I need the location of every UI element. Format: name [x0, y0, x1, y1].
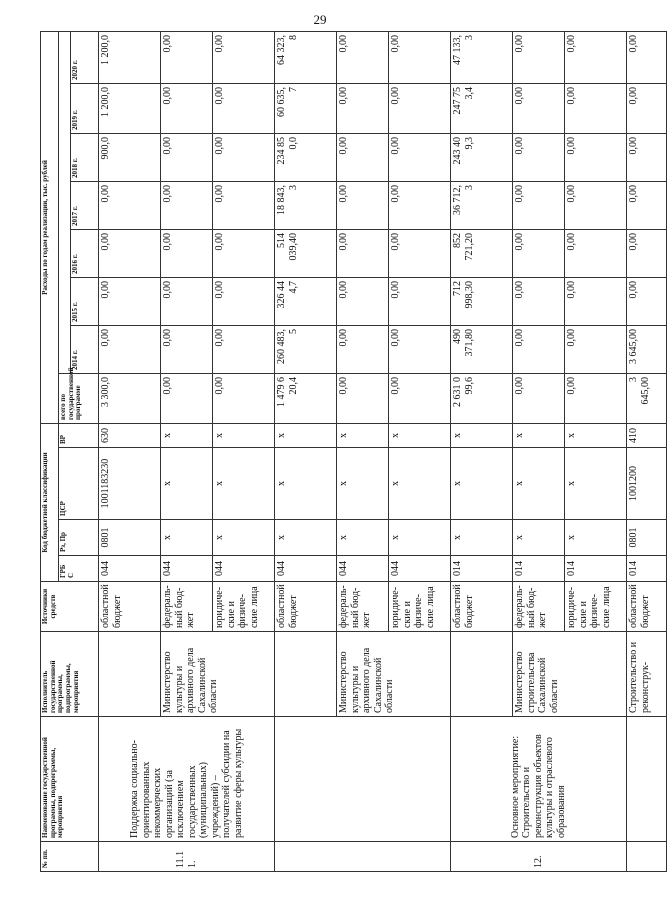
row-total: 3 645,00 [627, 373, 667, 423]
row-grbs: 044 [161, 556, 213, 582]
row-grbs: 044 [213, 556, 275, 582]
row-year-value: 0,00 [337, 325, 389, 373]
row-year-value: 0,00 [389, 83, 451, 133]
header-total: всего по государственной программе [59, 373, 99, 423]
row-year-value: 47 133, 3 [451, 31, 513, 83]
row-csr: х [451, 448, 513, 520]
row-year-value: 36 712, 3 [451, 181, 513, 229]
row-year-value: 0,00 [389, 181, 451, 229]
row-number [275, 842, 451, 872]
row-year-value: 0,00 [99, 181, 161, 229]
row-csr: 1001183230 [99, 448, 161, 520]
row-grbs: 014 [451, 556, 513, 582]
row-rzpr: 0801 [627, 520, 667, 556]
row-vr: х [513, 423, 565, 447]
row-source: юридиче-ские и физиче-ские лица [389, 582, 451, 632]
budget-table-body [99, 31, 667, 871]
row-csr: х [161, 448, 213, 520]
row-year-value: 0,00 [389, 31, 451, 83]
row-year-value: 0,00 [565, 277, 627, 325]
row-total: 0,00 [565, 373, 627, 423]
row-year-value: 0,00 [161, 133, 213, 181]
budget-table [40, 31, 667, 872]
row-year-value: 0,00 [513, 31, 565, 83]
row-year-value: 0,00 [99, 325, 161, 373]
table-row [451, 31, 513, 871]
row-year-value: 326 44 4,7 [275, 277, 337, 325]
row-year-value: 18 843, 3 [275, 181, 337, 229]
row-total: 2 631 0 99,6 [451, 373, 513, 423]
row-year-value: 234 85 0,0 [275, 133, 337, 181]
row-year-value: 0,00 [565, 181, 627, 229]
row-year-value: 243 40 9,3 [451, 133, 513, 181]
header-num: № пп. [41, 842, 99, 872]
row-csr: х [513, 448, 565, 520]
row-vr: х [337, 423, 389, 447]
row-year-value: 0,00 [213, 133, 275, 181]
row-vr: х [161, 423, 213, 447]
row-rzpr: х [337, 520, 389, 556]
row-year-value: 0,00 [337, 277, 389, 325]
row-year-value: 900,0 [99, 133, 161, 181]
row-executor [275, 632, 337, 717]
row-year-value: 0,00 [513, 325, 565, 373]
header-year: 2014 г. [71, 325, 99, 373]
header-year: 2017 г. [71, 181, 99, 229]
row-csr: 1001200 [627, 448, 667, 520]
row-grbs: 014 [565, 556, 627, 582]
row-total: 0,00 [213, 373, 275, 423]
row-csr: х [389, 448, 451, 520]
table-row [99, 31, 161, 871]
row-rzpr: х [513, 520, 565, 556]
row-year-value: 0,00 [565, 83, 627, 133]
row-total: 0,00 [161, 373, 213, 423]
row-year-value: 0,00 [161, 277, 213, 325]
row-year-value: 0,00 [213, 229, 275, 277]
row-year-value: 514 039,40 [275, 229, 337, 277]
row-source: областной бюджет [451, 582, 513, 632]
row-name: Основное мероприятие: Строительство и реконструкция объектов культуры и отраслевого образования [451, 717, 627, 842]
row-csr: х [275, 448, 337, 520]
table-row [627, 31, 667, 871]
row-rzpr: х [161, 520, 213, 556]
row-csr: х [565, 448, 627, 520]
rotated-page [40, 32, 651, 872]
row-year-value: 0,00 [389, 277, 451, 325]
row-rzpr: 0801 [99, 520, 161, 556]
row-total: 0,00 [389, 373, 451, 423]
row-source: юридиче-ские и физиче-ские лица [565, 582, 627, 632]
header-years-spacer [59, 31, 71, 373]
header-name: Наименование государственной программы, подпрограммы, мероприятия [41, 717, 99, 842]
row-year-value: 0,00 [627, 277, 667, 325]
header-budget-class: Код бюджетной классификации [41, 423, 59, 581]
row-vr: 410 [627, 423, 667, 447]
row-year-value: 0,00 [213, 277, 275, 325]
row-total: 1 479 6 20,4 [275, 373, 337, 423]
header-year: 2020 г. [71, 31, 99, 83]
row-name [627, 717, 667, 842]
row-year-value: 0,00 [337, 229, 389, 277]
row-year-value: 0,00 [389, 229, 451, 277]
row-rzpr: х [213, 520, 275, 556]
row-grbs: 014 [513, 556, 565, 582]
row-vr: х [275, 423, 337, 447]
row-rzpr: х [275, 520, 337, 556]
row-year-value: 0,00 [161, 31, 213, 83]
row-grbs: 044 [389, 556, 451, 582]
row-year-value: 0,00 [627, 133, 667, 181]
row-number: 12. [451, 842, 627, 872]
row-year-value: 0,00 [213, 31, 275, 83]
row-year-value: 3 645,00 [627, 325, 667, 373]
row-year-value: 0,00 [337, 31, 389, 83]
row-name [275, 717, 451, 842]
row-year-value: 0,00 [627, 181, 667, 229]
row-vr: х [451, 423, 513, 447]
row-year-value: 0,00 [161, 181, 213, 229]
row-year-value: 260 483, 5 [275, 325, 337, 373]
row-rzpr: х [389, 520, 451, 556]
row-executor [99, 632, 161, 717]
row-grbs: 014 [627, 556, 667, 582]
header-source: Источники средств [41, 582, 99, 632]
row-year-value: 0,00 [627, 229, 667, 277]
row-vr: 630 [99, 423, 161, 447]
header-expenses: Расходы по годам реализации, тыс. рублей [41, 31, 59, 423]
row-year-value: 0,00 [513, 83, 565, 133]
row-year-value: 0,00 [627, 83, 667, 133]
row-year-value: 0,00 [513, 277, 565, 325]
table-row [275, 31, 337, 871]
row-year-value: 0,00 [513, 181, 565, 229]
row-year-value: 60 635, 7 [275, 83, 337, 133]
row-year-value: 0,00 [513, 133, 565, 181]
row-executor: Министерство строительства Сахалинской области [513, 632, 627, 717]
row-source: областной бюджет [99, 582, 161, 632]
row-source: федераль-ный бюд-жет [161, 582, 213, 632]
row-rzpr: х [565, 520, 627, 556]
row-total: 0,00 [513, 373, 565, 423]
row-year-value: 0,00 [627, 31, 667, 83]
row-year-value: 0,00 [389, 325, 451, 373]
header-rzpr: Рз, Пр [59, 520, 99, 556]
row-year-value: 0,00 [213, 325, 275, 373]
row-year-value: 0,00 [337, 133, 389, 181]
row-year-value: 0,00 [565, 133, 627, 181]
row-executor: Министерство культуры и архивного дела Сахалинской области [337, 632, 451, 717]
row-number [627, 842, 667, 872]
row-csr: х [213, 448, 275, 520]
row-source: федераль-ный бюд-жет [513, 582, 565, 632]
row-year-value: 712 998,30 [451, 277, 513, 325]
row-source: областной бюджет [627, 582, 667, 632]
row-year-value: 0,00 [99, 229, 161, 277]
row-year-value: 0,00 [99, 277, 161, 325]
row-executor [451, 632, 513, 717]
row-number: 11.1 1. [99, 842, 275, 872]
header-year: 2018 г. [71, 133, 99, 181]
page-number: 29 [313, 12, 327, 27]
row-rzpr: х [451, 520, 513, 556]
row-year-value: 0,00 [565, 325, 627, 373]
row-source: федераль-ный бюд-жет [337, 582, 389, 632]
row-total: 3 300,0 [99, 373, 161, 423]
row-year-value: 1 200,0 [99, 83, 161, 133]
row-year-value: 0,00 [161, 229, 213, 277]
row-year-value: 1 200,0 [99, 31, 161, 83]
row-vr: х [565, 423, 627, 447]
row-grbs: 044 [99, 556, 161, 582]
header-executor: Исполнитель государственной программы, подпрограммы, мероприятия [41, 632, 99, 717]
row-year-value: 0,00 [565, 229, 627, 277]
row-total: 0,00 [337, 373, 389, 423]
row-year-value: 0,00 [565, 31, 627, 83]
row-year-value: 0,00 [213, 181, 275, 229]
header-year: 2016 г. [71, 229, 99, 277]
row-year-value: 0,00 [161, 325, 213, 373]
row-year-value: 0,00 [213, 83, 275, 133]
row-executor: Министерство культуры и архивного дела Сахалинской области [161, 632, 275, 717]
row-vr: х [213, 423, 275, 447]
row-year-value: 0,00 [513, 229, 565, 277]
row-source: областной бюджет [275, 582, 337, 632]
row-year-value: 852 721,20 [451, 229, 513, 277]
row-executor: Строительство и реконструк- [627, 632, 667, 717]
header-year: 2015 г. [71, 277, 99, 325]
row-source: юридиче-ские и физиче-ские лица [213, 582, 275, 632]
header-csr: ЦСР [59, 448, 99, 520]
row-year-value: 0,00 [161, 83, 213, 133]
header-grbs: ГРБ С [59, 556, 99, 582]
header-year: 2019 г. [71, 83, 99, 133]
rotated-table-container [40, 32, 651, 872]
row-csr: х [337, 448, 389, 520]
row-year-value: 64 323, 8 [275, 31, 337, 83]
row-year-value: 0,00 [389, 133, 451, 181]
row-vr: х [389, 423, 451, 447]
row-year-value: 0,00 [337, 181, 389, 229]
row-grbs: 044 [275, 556, 337, 582]
header-vr: ВР [59, 423, 99, 447]
row-year-value: 247 75 3,4 [451, 83, 513, 133]
row-name: Поддержка социально-ориентированных некоммерческих организаций (за исключением государственных (муниципальных) учреждений) – получателей субсидии на развитие сферы культуры [99, 717, 275, 842]
row-year-value: 490 371,80 [451, 325, 513, 373]
row-year-value: 0,00 [337, 83, 389, 133]
row-grbs: 044 [337, 556, 389, 582]
